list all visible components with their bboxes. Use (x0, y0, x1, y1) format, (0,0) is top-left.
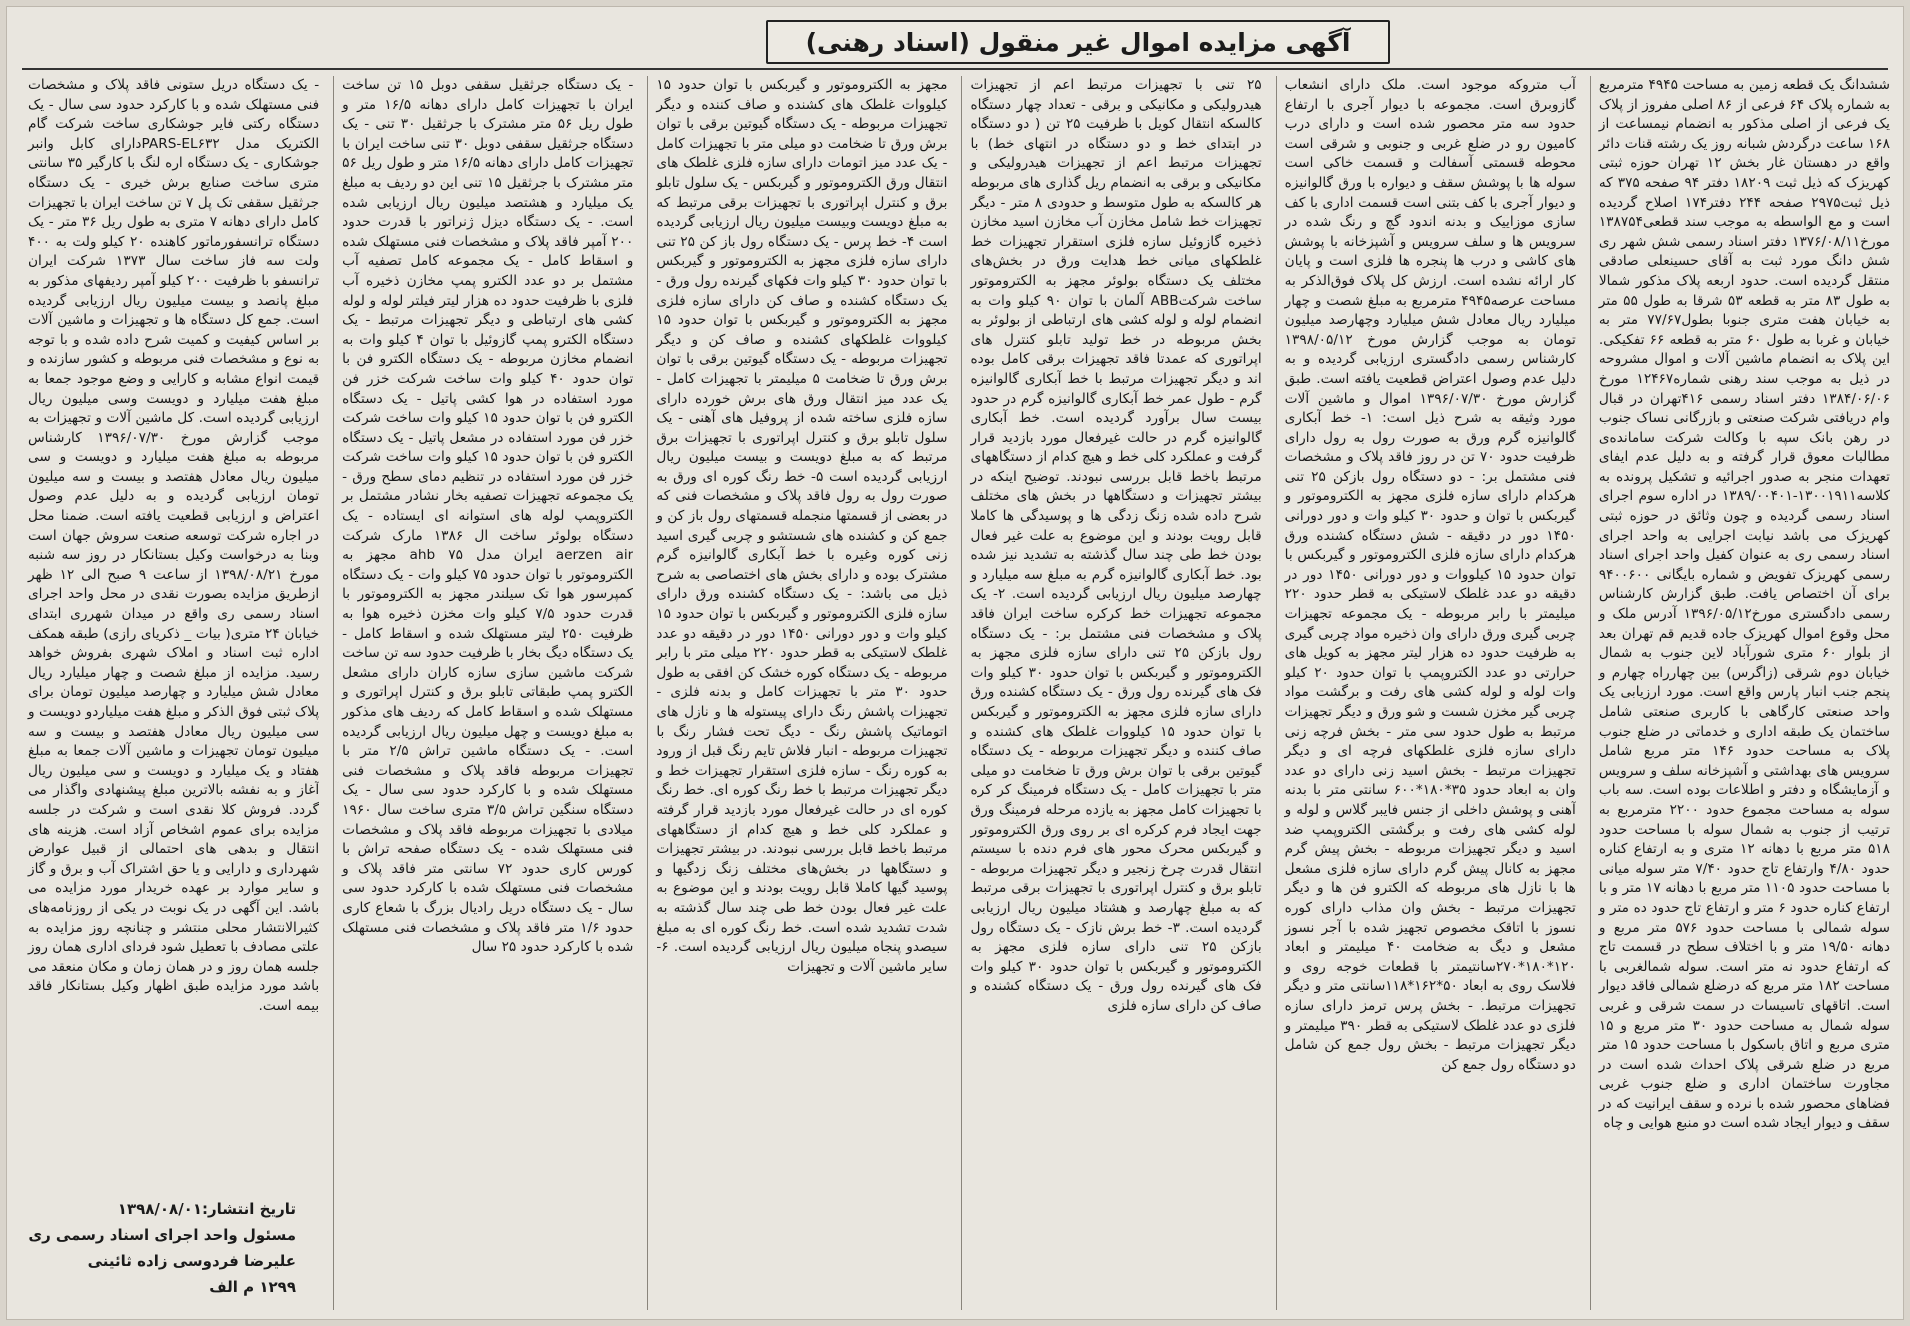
column-4 (647, 76, 947, 1310)
column-1-text: ششدانگ یک قطعه زمین به مساحت ۴۹۴۵ مترمربع به شماره پلاک ۶۴ فرعی از ۸۶ اصلی مفروز از پلاک یک فرعی از اصلی مذکور به انضمام نیمساعت از ۱۶۸ ساعت درگردش شبانه روز یک رشته قنات دائر واقع در دهستان غار بخش ۱۲ تهران حوزه ثبتی کهریزک که ذیل ثبت ۱۸۲۰۹ دفتر ۹۴ صفحه ۳۷۵ که ذیل ثبت۲۹۷۵ صفحه ۲۴۴ دفتر۱۷۴ اصلاح گردیده است و مع الواسطه به موجب سند قطعی۱۳۸۷۵۴ مورخ۱۳۷۶/۰۸/۱۱ دفتر اسناد رسمی شش شهر ری شش دانگ مورد ثبت به آقای حسینعلی صادقی منتقل گردیده است. حدود اربعه پلاک مذکور شمالا به طول ۸۳ متر به قطعه ۵۳ شرقا به طول ۵۵ متر به خیابان هفت متری جنوبا بطول۷۷/۶۷ متر به خیابان و غربا به طول ۶۰ متر به قطعه ۶۶ تفکیکی. این پلاک به انضمام ماشین آلات و اموال مشروحه در ذیل به موجب سند رهنی شماره۱۲۴۶۷ مورخ ۱۳۸۴/۰۶/۰۶ دفتر اسناد رسمی ۴۱۶تهران در قبال وام دریافتی شرکت صنعتی و بازرگانی نساک جنوب در رهن بانک سپه با وکالت شرکت سامانده‌ی مطالبات معوق قرار گرفته و به دلیل عدم ایفای تعهدات منجر به صدور اجرائیه و تشکیل پرونده به کلاسه۱۳۰۰۱۹۱۱-۱۳۸۹/۰۰۴۰۱ در اداره سوم اجرای اسناد رسمی گردیده و چون وثائق در حوزه ثبتی کهریزک می باشد نیابت اجرایی به واحد اجرای اسناد رسمی ری به عنوان کفیل واحد اجرای اسناد رسمی کهریزک تفویض و شماره بایگانی ۹۴۰۰۶۰۰ برای آن اختصاص یافت. طبق گزارش کارشناس رسمی دادگستری مورخ۱۳۹۶/۰۵/۱۲ آدرس ملک و محل وقوع اموال کهریزک جاده قدیم قم تهران بعد از بلوار ۶۰ متری شورآباد لاین جنوب به شمال خیابان دوم شرقی (زاگرس) بین چهارراه چهارم و پنجم جنب انبار پارس واقع است. مورد ارزیابی یک واحد صنعتی کارگاهی با کاربری صنعتی شامل ساختمان یک طبقه اداری و خدماتی در ضلع جنوب پلاک به مساحت حدود ۱۴۶ متر مربع شامل سرویس های بهداشتی و آشپزخانه سلف و سرویس و آزمایشگاه و دفتر و اطلاعات بوده است. سه باب سوله به مساحت مجموع حدود ۲۲۰۰ مترمربع به ترتیب از جنوب به شمال سوله با مساحت حدود ۵۱۸ متر مربع با دهانه ۱۲ متری و به ارتفاع کناره حدود ۴/۸۰ وارتفاع تاج حدود ۷/۴۰ متر سوله میانی با مساحت حدود ۱۱۰۵ متر مربع با دهانه ۱۷ متر و با ارتفاع کناره حدود ۶ متر و ارتفاع تاج حدود ده متر و سوله شمالی با مساحت حدود ۵۷۶ متر مربع و دهانه ۱۹/۵۰ متر و با اختلاف سطح در قسمت تاج که ارتفاع حدود نه متر است. سوله شمالغربی با مساحت ۱۸۲ متر مربع که درضلع شمالی فاقد دیوار است. اتاقهای تاسیسات در سمت شرقی و غربی سوله شمال به مساحت حدود ۳۰ متر مربع و ۱۵ متری مربع و اتاق باسکول با مساحت حدود ۱۵ متر مربع در ضلع شرقی پلاک احداث شده است در مجاورت ساختمان اداری و ضلع جنوب غربی فضاهای محصور شده با نرده و سقف ایرانیت که در سقف و دیوار ایجاد شده است دو منبع هوایی و چاه (1598, 77, 1890, 1132)
text-columns (20, 76, 1890, 1310)
column-1 (1590, 76, 1890, 1310)
official-name: علیرضا فردوسی زاده ثائینی (87, 1252, 296, 1270)
publication-date: تاریخ انتشار:۱۳۹۸/۰۸/۰۱ (117, 1200, 296, 1218)
column-3 (961, 76, 1261, 1310)
newspaper-clipping (6, 6, 1904, 1320)
column-6-text: - یک دستگاه دریل ستونی فاقد پلاک و مشخصات فنی مستهلک شده و با کارکرد حدود سی سال - یک دستگاه رکتی فایر جوشکاری ساخت شرکت گام الکتریک مدل PARS-EL۶۳۲دارای کابل وانبر جوشکاری - یک دستگاه اره لنگ با کارگیر ۳۵ سانتی متری ساخت صنایع برش خیری - یک دستگاه جرثقیل سقفی تک پل ۷ تن ساخت ایران با تجهیزات کامل دارای دهانه ۷ متری به طول ریل ۳۶ متر - یک دستگاه ترانسفورماتور کاهنده ۲۰ کیلو ولت به ۴۰۰ ولت سه فاز ساخت سال ۱۳۷۳ شرکت ایران ترانسفو با ظرفیت ۲۰۰ کیلو آمپر ردیفهای مذکور به مبلغ پانصد و بیست میلیون ریال ارزیابی گردیده است. جمع کل دستگاه ها و تجهیزات و ماشین آلات بر اساس کیفیت و کمیت شرح داده شده و با توجه به نوع و مشخصات فنی مربوطه و کشور سازنده و قیمت انواع مشابه و کارایی و وضع موجود جمعا به مبلغ هفت میلیارد و دویست وسی میلیون ریال ارزیابی گردیده است. کل ماشین آلات و تجهیزات به موجب گزارش مورخ ۱۳۹۶/۰۷/۳۰ کارشناس مربوطه به مبلغ هفت میلیارد و دویست و سی میلیون ریال معادل هفتصد و بیست و سه میلیون تومان ارزیابی گردیده و به دلیل عدم وصول اعتراض و ارزیابی قطعیت یافته است. ضمنا محل در اجاره شرکت توسعه صنعت سروش جهان است وبنا به درخواست وکیل بستانکار در روز سه شنبه مورخ ۱۳۹۸/۰۸/۲۱ از ساعت ۹ صبح الی ۱۲ ظهر ازطریق مزایده بصورت نقدی در محل واحد اجرای اسناد رسمی ری واقع در میدان شهرری ابتدای خیابان ۲۴ متری( بیات _ ذکریای رازی) طبقه همکف اداره ثبت اسناد و املاک شهری بفروش خواهد رسید. مزایده از مبلغ شصت و چهار میلیارد ریال معادل شش میلیارد و چهارصد میلیون تومان برای پلاک ثبتی فوق الذکر و مبلغ هفت میلیاردو دویست و سی میلیون ریال معادل هفتصد و بیست و سه میلیون تومان تجهیزات و ماشین آلات جمعا به مبلغ هفتاد و یک میلیارد و دویست و سی میلیون ریال آغاز و به نفشه بالاترین مبلغ پیشنهادی واگذار می گردد. فروش کلا نقدی است و شرکت در جلسه مزایده برای عموم اشخاص آزاد است. هزینه های انتقال و بدهی های احتمالی از قبیل عوارض شهرداری و دارایی و یا حق اشتراک آب و برق و گاز و سایر موارد بر عهده خریدار مورد مزایده می باشد. این آگهی در یک نوبت در یکی از روزنامه‌های کثیرالانتشار محلی منتشر و چنانچه روز مزایده به علتی مصادف با تعطیل شود فردای اداری همان روز جلسه همان روز و در همان زمان و مکان منعقد می باشد مورد مزایده طبق اظهار وکیل بستانکار فاقد بیمه است. (27, 77, 320, 1014)
column-6 (20, 76, 319, 1310)
column-4-text: مجهز به الکتروموتور و گیربکس با توان حدود ۱۵ کیلووات غلطک های کشنده و صاف کننده و دیگر تجهیزات مربوطه - یک دستگاه گیوتین برقی با توان برش ورق تا ضخامت دو میلی متر با تجهیزات کامل - یک عدد میز اتومات دارای سازه فلزی غلطک های انتقال ورق الکتروموتور و گیربکس - یک سلول تابلو برق و کنترل اپراتوری با تجهیزات برقی مرتبط که به مبلغ دویست وبیست میلیون ریال ارزیابی گردیده است ۴- خط پرس - یک دستگاه رول باز کن ۲۵ تنی دارای سازه فلزی مجهز به الکتروموتور و گیربکس با توان حدود ۳۰ کیلو وات فکهای گیرنده رول ورق - یک دستگاه کشنده و صاف کن دارای سازه فلزی مجهز به الکتروموتور و گیربکس با توان حدود ۱۵ کیلووات غلطکهای کشنده و صاف کن و دیگر تجهیزات مربوطه - یک دستگاه گیوتین برقی با توان برش ورق تا ضخامت ۵ میلیمتر با تجهیزات کامل - یک عدد میز انتقال ورق های برش خورده دارای سازه فلزی ساخته شده از پروفیل های آهنی - یک سلول تابلو برق و کنترل اپراتوری با تجهیزات برق مرتبط که به مبلغ دویست و بیست میلیون ریال ارزیابی گردیده است ۵- خط رنگ کوره ای ورق به صورت رول به رول فاقد پلاک و مشخصات فنی که در بعضی از قسمتها منجمله قسمتهای رول باز کن و جمع کن و کشنده های شستشو و چربی گیری اسید زنی کوره وغیره با خط آبکاری گالوانیزه گرم مشترک بوده و دارای بخش های اختصاصی به شرح ذیل می باشد: - یک دستگاه کشنده ورق دارای سازه فلزی الکتروموتور و گیربکس با توان حدود ۱۵ کیلو وات و دور دورانی ۱۴۵۰ دور در دقیقه دو عدد غلطک لاستیکی به قطر حدود ۲۲۰ میلی متر با رابر مربوطه - یک دستگاه کوره خشک کن افقی به طول حدود ۳۰ متر با تجهیزات کامل و بدنه فلزی - تجهیزات پاشش رنگ دارای پیستوله ها و نازل های اتوماتیک پاشش رنگ - دیگ تحت فشار رنگ با تجهیزات مربوطه - انبار فلاش تایم رنگ قبل از ورود به کوره رنگ - سازه فلزی استقرار تجهیزات خط و دیگر تجهیزات مرتبط با خط رنگ کوره ای. خط رنگ کوره ای در حالت غیرفعال مورد بازدید قرار گرفته و عملکرد کلی خط و هیچ کدام از دستگاههای مرتبط باخط قابل بررسی نبودند. در بیشتر تجهیزات و دستگاهها در بخش‌های مختلف زنگ زدگیها و پوسید گیها کاملا قابل رویت بودند و این موضوع به علت غیر فعال بودن خط طی چند سال گذشته به شدت تشدید شده است. خط رنگ کوره ای به مبلغ سیصدو پنجاه میلیون ریال ارزیابی گردیده است. ۶- سایر ماشین آلات و تجهیزات (656, 77, 948, 975)
column-2 (1276, 76, 1576, 1310)
office-title: مسئول واحد اجرای اسناد رسمی ری (28, 1226, 296, 1244)
column-5 (333, 76, 633, 1310)
title-box (766, 20, 1390, 64)
column-2-text: آب متروکه موجود است. ملک دارای انشعاب گازوبرق است. مجموعه با دیوار آجری با ارتفاع حدود سه متر محصور شده است و دارای درب کامیون رو در ضلع غربی و جنوبی و شرقی است محوطه قسمتی آسفالت و قسمت خاکی است سوله ها با پوشش سقف و دیواره با ورق گالوانیزه و دیوار آجری با کف بتنی است قسمت اداری با کف سازی موزاییک و بدنه اندود گچ و رنگ شده در سرویس ها و سلف سرویس و آشپزخانه با پوشش های کاشی و درب ها پنجره ها فلزی است و پایان کار ارائه نشده است. ارزش کل پلاک فوق‌الذکر به مساحت عرصه۴۹۴۵ مترمربع به مبلغ شصت و چهار میلیارد ریال معادل شش میلیارد وچهارصد میلیون تومان به موجب گزارش مورخ ۱۳۹۸/۰۵/۱۲ کارشناس رسمی دادگستری ارزیابی گردیده و به دلیل عدم وصول اعتراض قطعیت یافته است. طبق گزارش مورخ ۱۳۹۶/۰۷/۳۰ اموال و ماشین آلات مورد وثیقه به شرح ذیل است: ۱- خط آبکاری گالوانیزه گرم ورق به صورت رول به رول دارای ظرفیت حدود ۷۰ تن در روز فاقد پلاک و مشخصات فنی مشتمل بر: - دو دستگاه رول بازکن ۲۵ تنی هرکدام دارای سازه فلزی مجهز به الکتروموتور و گیربکس با توان و حدود ۳۰ کیلو وات و دور دورانی ۱۴۵۰ دور در دقیقه - شش دستگاه کشنده ورق هرکدام دارای سازه فلزی الکتروموتور و گیربکس با توان حدود ۱۵ کیلووات و دور دورانی ۱۴۵۰ دور در دقیقه دو عدد غلطک لاستیکی به قطر حدود ۲۲۰ میلیمتر با رابر مربوطه - یک مجموعه تجهیزات چربی گیری ورق دارای وان ذخیره مواد چربی گیری به ظرفیت حدود ده هزار لیتر مجهز به کویل های حرارتی دو عدد الکتروپمپ با توان حدود ۲۰ کیلو وات لوله و لوله کشی های رفت و برگشت مواد چربی گیر مخزن شست و شو ورق و دیگر تجهیزات مرتبط به طول حدود سی متر - بخش فرچه زنی دارای سازه فلزی غلطکهای فرچه ای و دیگر تجهیزات مرتبط - بخش اسید زنی دارای دو عدد وان به ابعاد حدود ۳۵*۱۸۰*۶۰۰ سانتی متر با بدنه آهنی و پوشش داخلی از جنس فایبر گلاس و لوله و لوله کشی های رفت و برگشتی الکتروپمپ ضد اسید و دیگر تجهیزات مربوطه - بخش پیش گرم مجهز به کانال پیش گرم دارای سازه فلزی مشعل ها با نازل های مربوطه که الکترو فن ها و دیگر تجهیزات مرتبط - بخش وان مذاب دارای کوره نسوز با اتاقک مخصوص تجهیز شده با آجر نسوز مشعل و دیگ به ضخامت ۴۰ میلیمتر و ابعاد ۱۲۰*۱۸۰*۲۷۰سانتیمتر با قطعات خوجه روی و فلاسک روی به ابعاد ۵۰*۱۶۲*۱۱۸سانتی متر و دیگر تجهیزات مرتبط. - بخش پرس ترمز دارای سازه فلزی دو عدد غلطک لاستیکی به قطر ۳۹۰ میلیمتر و دیگر تجهیزات مرتبط - بخش رول جمع کن شامل دو دستگاه رول جمع کن (1284, 77, 1576, 1073)
page-title: آگهی مزایده اموال غیر منقول (اسناد رهنی) (805, 27, 1351, 57)
column-5-text: - یک دستگاه جرثقیل سقفی دوبل ۱۵ تن ساخت ایران با تجهیزات کامل دارای دهانه ۱۶/۵ متر و طول ریل ۵۶ متر مشترک با جرثقیل ۳۰ تنی - یک دستگاه جرثقیل سقفی دوبل ۳۰ تنی ساخت ایران با تجهیزات کامل دارای دهانه ۱۶/۵ متر و طول ریل ۵۶ متر مشترک با جرثقیل ۱۵ تنی این دو ردیف به مبلغ یک میلیارد و هشتصد میلیون ریال ارزیابی شده است. - یک دستگاه دیزل ژنراتور با قدرت حدود ۲۰۰ آمپر فاقد پلاک و مشخصات فنی مستهلک شده و اسقاط کامل - یک مجموعه کامل تصفیه آب مشتمل بر دو عدد الکترو پمپ مخازن ذخیره آب فلزی با ظرفیت حدود ده هزار لیتر فیلتر لوله و لوله کشی های ارتباطی و دیگر تجهیزات مرتبط - یک دستگاه الکترو پمپ گازوئیل با توان ۴ کیلو وات به انضمام مخازن مربوطه - یک دستگاه الکترو فن با توان حدود ۴۰ کیلو وات ساخت شرکت خزر فن مورد استفاده در هوا کشی پاتیل - یک دستگاه الکترو فن با توان حدود ۱۵ کیلو وات ساخت شرکت خزر فن مورد استفاده در مشعل پاتیل - یک دستگاه الکترو فن با توان حدود ۱۵ کیلو وات ساخت شرکت خزر فن مورد استفاده در تنظیم دمای سطح ورق - یک مجموعه تجهیزات تصفیه بخار نشادر مشتمل بر الکتروپمپ لوله های استوانه ای ایستاده - یک دستگاه بولوئر ساخت ال ۱۳۸۶ مارک شرکت aerzen air ایران مدل ۷۵ ahb مجهز به الکتروموتور با توان حدود ۷۵ کیلو وات - یک دستگاه کمپرسور هوا تک سیلندر مجهز به الکتروموتور با قدرت حدود ۷/۵ کیلو وات مخزن ذخیره هوا به ظرفیت ۲۵۰ لیتر مستهلک شده و اسقاط کامل - یک دستگاه دیگ بخار با ظرفیت حدود سه تن ساخت شرکت ماشین سازی سازه کاران دارای مشعل الکترو پمپ طبقاتی تابلو برق و کنترل اپراتوری و مستهلک شده و اسقاط کامل که ردیف های مذکور به مبلغ دویست و چهل میلیون ریال ارزیابی گردیده است. - یک دستگاه ماشین تراش ۲/۵ متر با تجهیزات مربوطه فاقد پلاک و مشخصات فنی مستهلک شده و با کارکرد حدود سی سال - یک دستگاه سنگین تراش ۳/۵ متری ساخت سال ۱۹۶۰ میلادی با تجهیزات مربوطه فاقد پلاک و مشخصات فنی مستهلک شده - یک دستگاه صفحه تراش با کورس کاری حدود ۷۲ سانتی متر فاقد پلاک و مشخصات فنی مستهلک شده با کارکرد حدود سی سال - یک دستگاه دریل رادیال بزرگ با شعاع کاری حدود ۱/۶ متر فاقد پلاک و مشخصات فنی مستهلک شده با کارکرد حدود ۲۵ سال (342, 77, 634, 956)
column-3-text: ۲۵ تنی با تجهیزات مرتبط اعم از تجهیزات هیدرولیکی و مکانیکی و برقی - تعداد چهار دستگاه کالسکه انتقال کویل با ظرفیت ۲۵ تن ( دو دستگاه در ابتدای خط و دو دستگاه در انتهای خط) با تجهیزات مرتبط اعم از تجهیزات هیدرولیکی و مکانیکی و برقی به انضمام ریل گذاری های مربوطه هر کالسکه به طول متوسط و حدودی ۸ متر - دیگر تجهیزات خط شامل مخازن آب مخازن اسید مخازن ذخیره گازوئیل سازه فلزی استقرار تجهیزات خط غلطکهای میانی خط هدایت ورق در بخش‌های مختلف یک دستگاه بولوئر مجهز به الکتروموتور ساخت شرکتABB آلمان با توان ۹۰ کیلو وات به انضمام لوله و لوله کشی های ارتباطی از بولوئر به بخش مربوطه در خط تولید تابلو کنترل های اپراتوری که عمدتا فاقد تجهیزات برقی کامل بوده اند و دیگر تجهیزات مرتبط با خط آبکاری گالوانیزه گرم - طول عمر خط آبکاری گالوانیزه گرم در حدود بیست سال برآورد گردیده است. خط آبکاری گالوانیزه گرم در حالت غیرفعال مورد بازدید قرار گرفت و عملکرد کلی خط و هیچ کدام از دستگاههای مرتبط باخط قابل بررسی نبودند. توضیح اینکه در بیشتر تجهیزات و دستگاهها در بخش های مختلف شرح داده شده زنگ زدگی ها و پوسیدگی ها کاملا قابل رویت بودند و این موضوع به علت غیر فعال بودن خط طی چند سال گذشته به تشدید نیز شده بود. خط آبکاری گالوانیزه گرم به مبلغ سه میلیارد و چهارصد میلیون ریال ارزیابی گردیده است. ۲- یک مجموعه تجهیزات خط کرکره ساخت ایران فاقد پلاک و مشخصات فنی مشتمل بر: - یک دستگاه رول بازکن ۲۵ تنی دارای سازه فلزی مجهز به الکتروموتور و گیربکس با توان حدود ۳۰ کیلو وات فک های گیرنده رول ورق - یک دستگاه کشنده ورق دارای سازه فلزی مجهز به الکتروموتور و گیربکس با توان حدود ۱۵ کیلووات غلطک های کشنده و صاف کننده و دیگر تجهیزات مربوطه - یک دستگاه گیوتین برقی با توان برش ورق تا ضخامت دو میلی متر با تجهیزات کامل - یک دستگاه فرمینگ کر کره با تجهیزات کامل مجهز به یازده مرحله فرمینگ ورق جهت ایجاد فرم کرکره ای بر روی ورق الکتروموتور و گیربکس محرک محور های فرم دنده با سیستم انتقال قدرت چرخ زنجیر و دیگر تجهیزات مربوطه - تابلو برق و کنترل اپراتوری با تجهیزات برقی مرتبط که به مبلغ چهارصد و هشتاد میلیون ریال ارزیابی گردیده است. ۳- خط برش نازک - یک دستگاه رول بازکن ۲۵ تنی دارای سازه فلزی مجهز به الکتروموتور و گیربکس با توان حدود ۳۰ کیلو وات فک های گیرنده رول ورق - یک دستگاه کشنده و صاف کن دارای سازه فلزی (970, 77, 1262, 1014)
reference-code: ۱۲۹۹ م الف (209, 1278, 296, 1296)
title-divider (22, 68, 1888, 70)
signature-block (26, 1196, 296, 1300)
